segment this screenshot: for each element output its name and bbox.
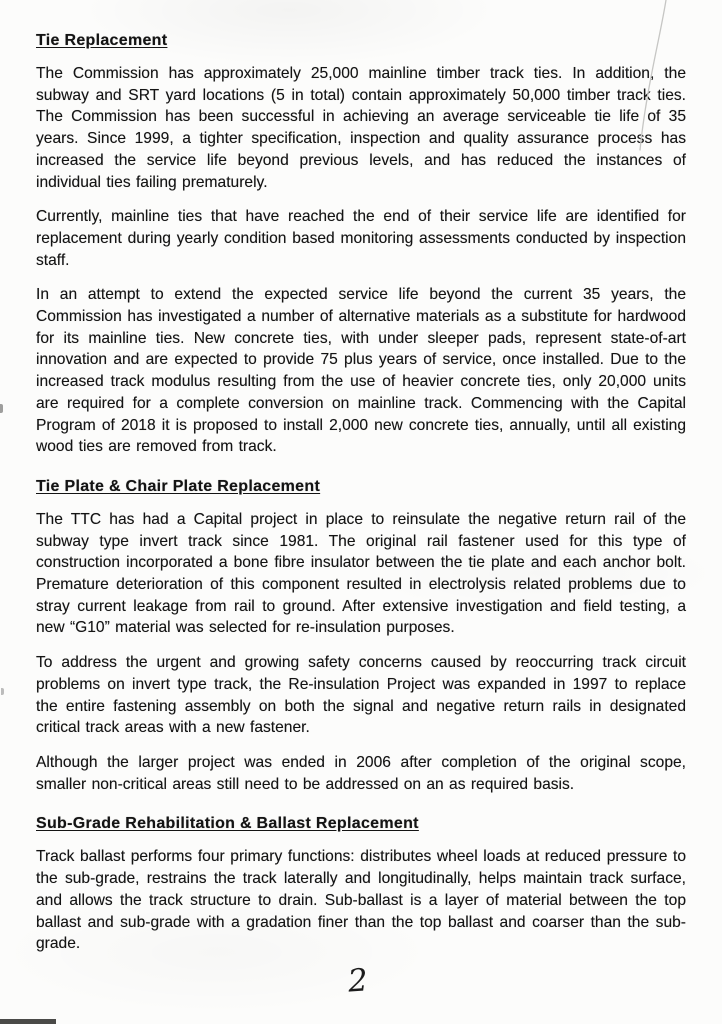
scan-corner-artifact <box>0 1019 56 1024</box>
paragraph-tie-plate-1: The TTC has had a Capital project in place to reinsulate the negative return rail of the subway type invert track since 1981. The original rail fastener used for this type of construction incorporated a bone fibre insulator between the tie plate and each anchor bolt. Premature deterioration of this component resulted in electrolysis related problems due to stray current leakage from rail to ground. After extensive investigation and field testing, a new “G10” material was selected for re-insulation purposes. <box>36 510 686 637</box>
scan-edge-mark <box>0 404 3 413</box>
handwritten-page-number: 2 <box>346 962 369 1000</box>
paragraph-tie-replacement-2: Currently, mainline ties that have reached the end of their service life are identified for replacement during yearly condition based monitoring assessments conducted by inspection staff. <box>36 208 686 269</box>
paragraph-tie-plate-2: To address the urgent and growing safety concerns caused by reoccurring track circuit problems on invert type track, the Re-insulation Project was expanded in 1997 to replace the entire fastening assembly on both the signal and negative return rails in designated critical track areas with a new fastener. <box>36 654 686 737</box>
paragraph-sub-grade-1: Track ballast performs four primary functions: distributes wheel loads at reduced pressure to the sub-grade, restrains the track laterally and longitudinally, helps maintain track surface, and allows the track structure to drain. Sub-ballast is a layer of material between the top ballast and sub-grade with a gradation finer than the top ballast and coarser than the sub-grade. <box>36 848 686 953</box>
section-heading-sub-grade-rehabilitation-ballast-replacement: Sub-Grade Rehabilitation & Ballast Replacement <box>36 815 419 833</box>
document-body <box>36 31 686 955</box>
paragraph-tie-replacement-1: The Commission has approximately 25,000 mainline timber track ties. In addition, the subway and SRT yard locations (5 in total) contain approximately 50,000 timber track ties. The Commission has been successful in achieving an average serviceable tie life of 35 years. Since 1999, a tighter specification, inspection and quality assurance process has increased the service life beyond previous levels, and has reduced the instances of individual ties failing prematurely. <box>36 65 686 191</box>
scan-edge-mark <box>1 688 4 695</box>
paragraph-tie-plate-3: Although the larger project was ended in 2006 after completion of the original scope, smaller non-critical areas still need to be addressed on an as required basis. <box>36 753 686 793</box>
paragraph-tie-replacement-3: In an attempt to extend the expected service life beyond the current 35 years, the Commission has investigated a number of alternative materials as a substitute for hardwood for its mainline ties. New concrete ties, with under sleeper pads, represent state-of-art innovation and are expected to provide 75 plus years of service, once installed. Due to the increased track modulus resulting from the use of heavier concrete ties, only 20,000 units are required for a complete conversion on mainline track. Commencing with the Capital Program of 2018 it is proposed to install 2,000 new concrete ties, annually, until all existing wood ties are removed from track. <box>36 286 686 456</box>
section-heading-tie-plate-chair-plate-replacement: Tie Plate & Chair Plate Replacement <box>36 477 321 495</box>
section-heading-tie-replacement: Tie Replacement <box>36 32 168 49</box>
